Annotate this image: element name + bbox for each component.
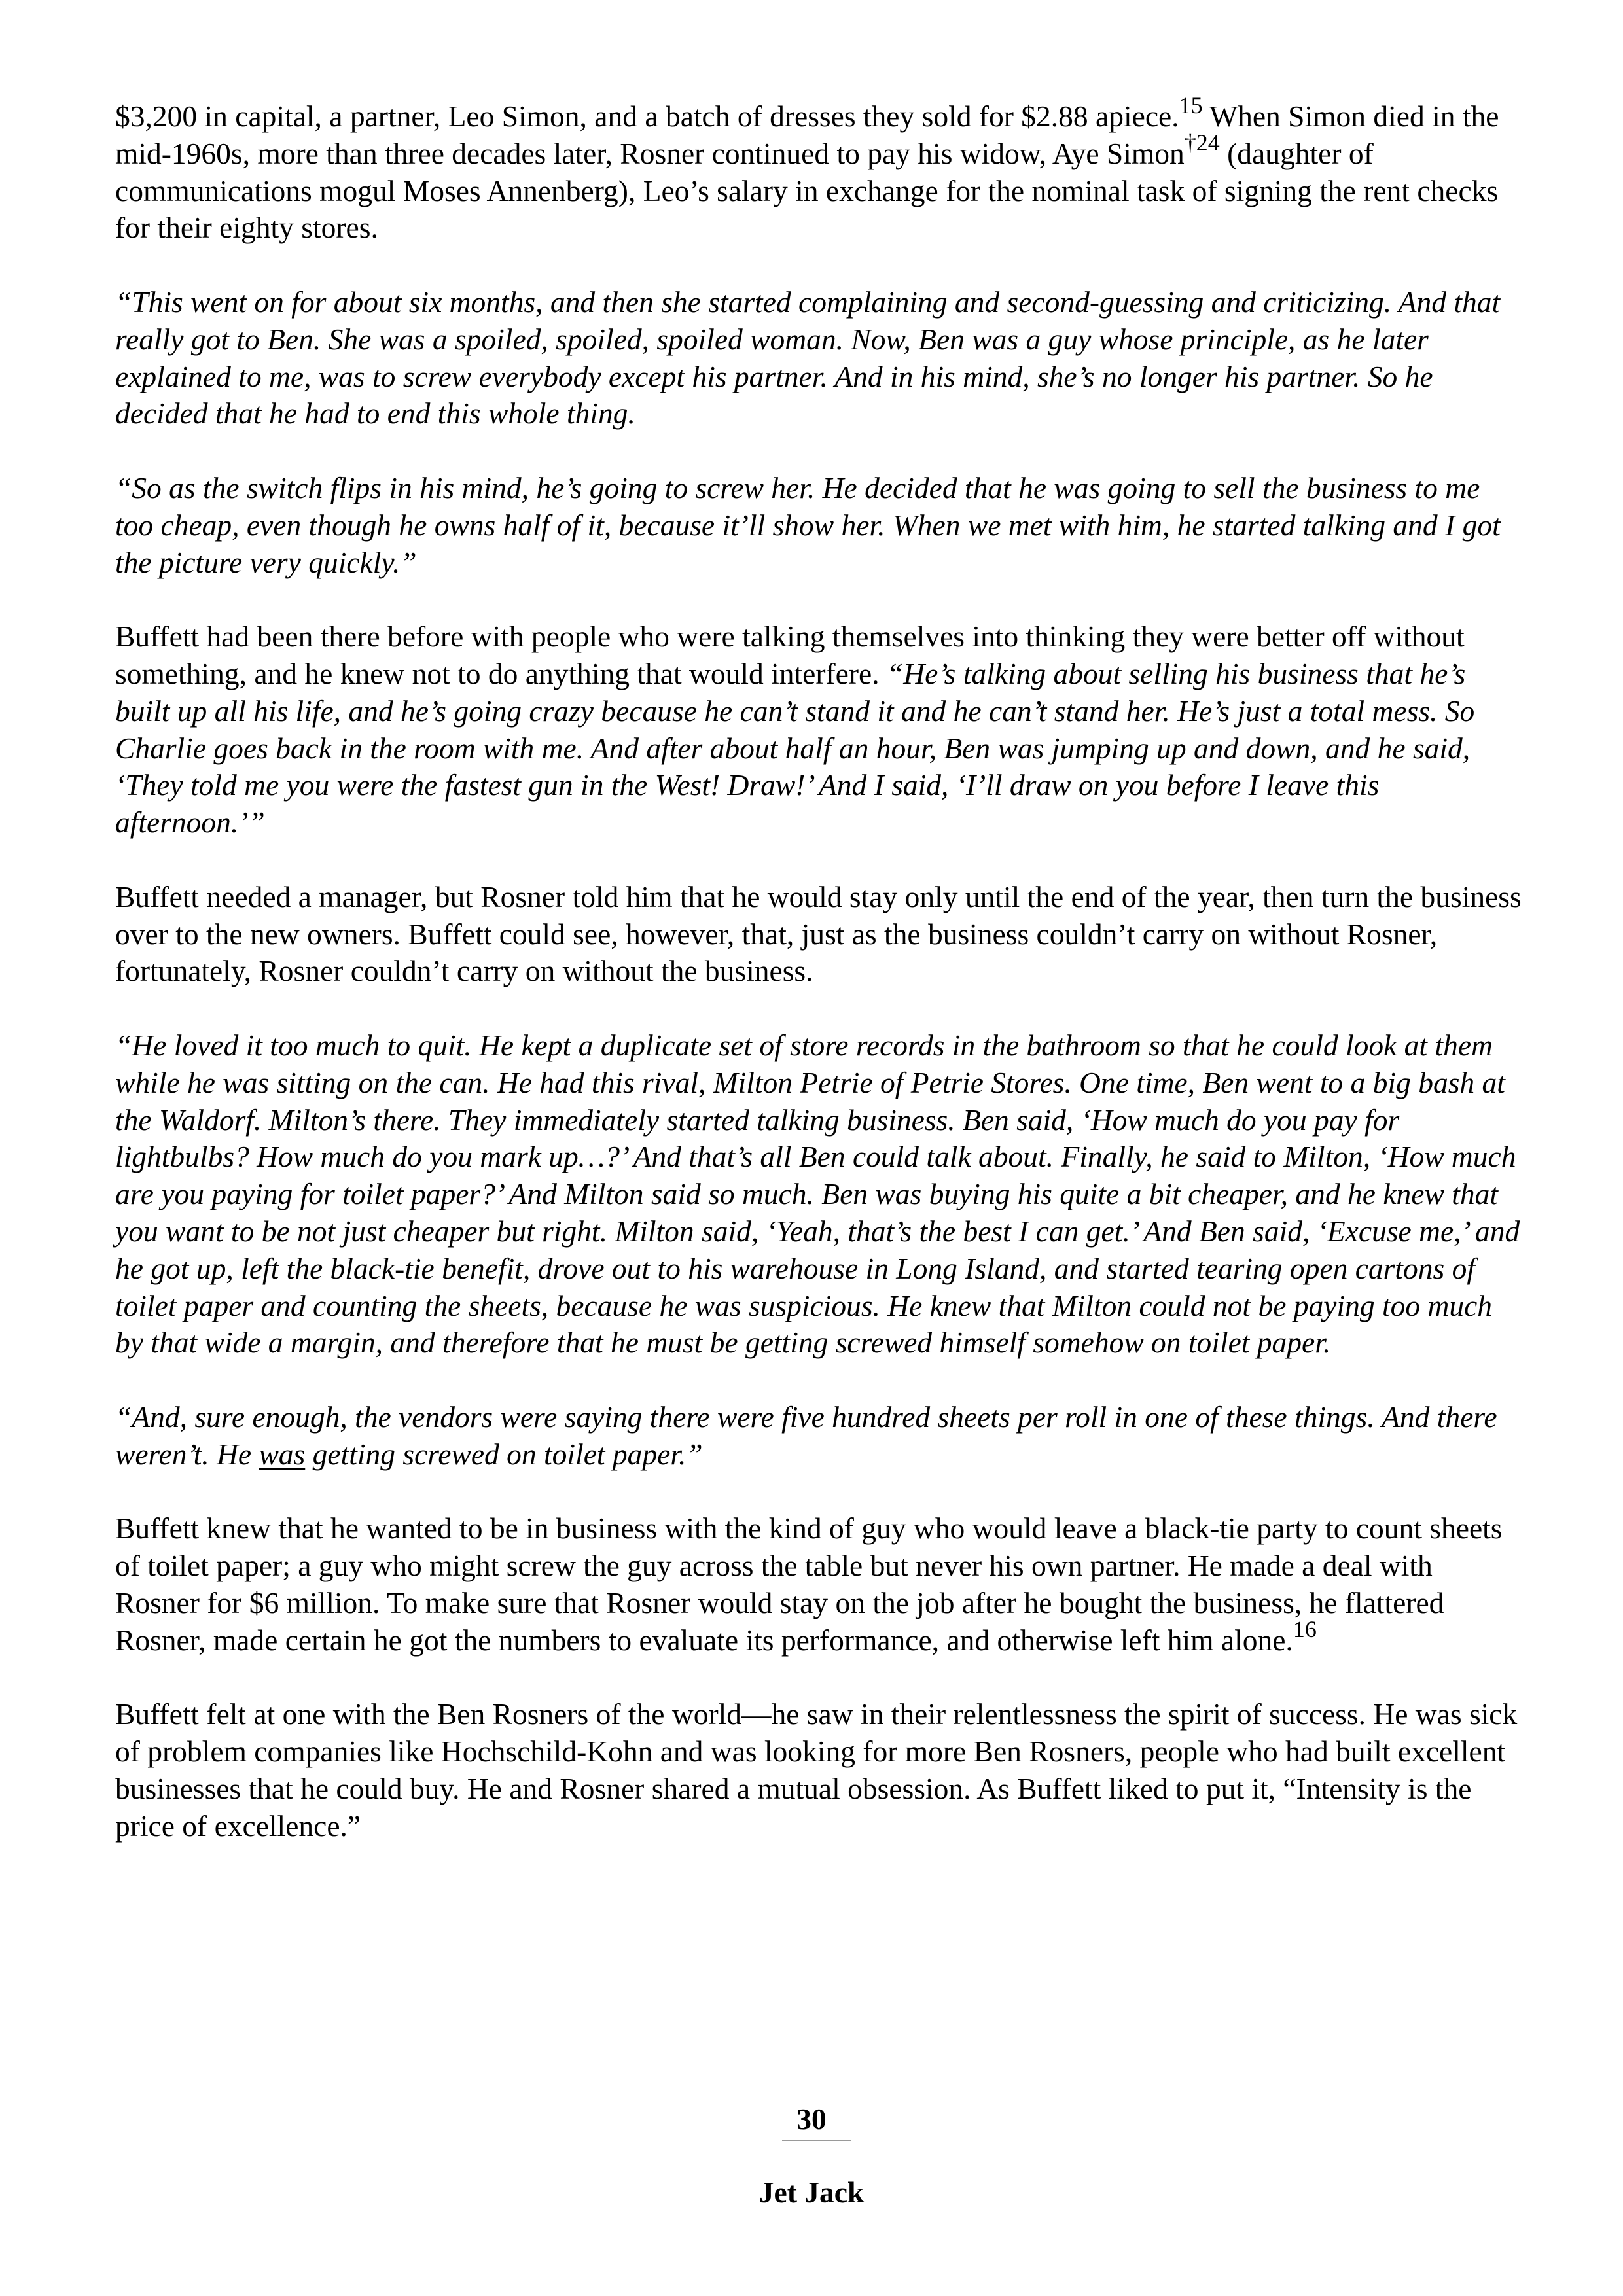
paragraph-3-quote: “So as the switch flips in his mind, he’s going to screw her. He decided that he was going to sell the business to me too cheap, even though he owns half of it, because it’ll show her. When we met with him, he started talking and I got the picture very quickly.”	[115, 470, 1501, 579]
footer-name: Jet Jack	[758, 2176, 865, 2209]
paragraph-7-text-c: getting screwed on toilet paper.”	[305, 1437, 703, 1471]
document-body	[115, 92, 1522, 1882]
paragraph-1-text-b: When Simon died in the mid-1960s, more than three decades later, Rosner continued to pay his widow, Aye Simon	[115, 99, 1499, 170]
page-number-rule	[782, 2140, 851, 2141]
paragraph-7-quote	[115, 1399, 1522, 1474]
paragraph-5: Buffett needed a manager, but Rosner told him that he would stay only until the end of the year, then turn the business over to the new owners. Buffett could see, however, that, just as the business couldn’t carry on without Rosner, fortunately, Rosner couldn’t carry on without the business.	[115, 879, 1522, 988]
paragraph-7-text-a: “And, sure enough, the vendors were saying there were five hundred sheets per roll in one of these things. And there weren’t. He	[115, 1400, 1497, 1471]
paragraph-8	[115, 1510, 1522, 1659]
footnote-ref-16[interactable]: 16	[1293, 1616, 1317, 1642]
footnote-ref-24[interactable]: †24	[1184, 130, 1220, 156]
underlined-emphasis: was	[259, 1437, 306, 1471]
paragraph-6-quote: “He loved it too much to quit. He kept a duplicate set of store records in the bathroom so that he could look at them while he was sitting on the can. He had this rival, Milton Petrie of Petrie Stores. One time, Ben went to a big bash at the Waldorf. Milton’s there. They immediately started talking business. Ben said, ‘How much do you pay for lightbulbs? How much do you mark up…?’ And that’s all Ben could talk about. Finally, he said to Milton, ‘How much are you paying for toilet paper?’ And Milton said so much. Ben was buying his quite a bit cheaper, and he knew that you want to be not just cheaper but right. Milton said, ‘Yeah, that’s the best I can get.’ And Ben said, ‘Excuse me,’ and he got up, left the black-tie benefit, drove out to his warehouse in Long Island, and started tearing open cartons of toilet paper and counting the sheets, because he was suspicious. He knew that Milton could not be paying too much by that wide a margin, and therefore that he must be getting screwed himself somehow on toilet paper.	[115, 1028, 1520, 1360]
paragraph-2-quote: “This went on for about six months, and then she started complaining and second-guessing and criticizing. And that really got to Ben. She was a spoiled, spoiled, spoiled woman. Now, Ben was a guy whose principle, as he later explained to me, was to screw everybody except his partner. And in his mind, she’s no longer his partner. So he decided that he had to end this whole thing.	[115, 285, 1501, 431]
footnote-ref-15[interactable]: 15	[1179, 92, 1203, 119]
paragraph-1-text-c: (daughter of communications mogul Moses Annenberg), Leo’s salary in exchange for the nominal task of signing the rent checks for their eighty stores.	[115, 136, 1499, 245]
paragraph-1-text-a: $3,200 in capital, a partner, Leo Simon, and a batch of dresses they sold for $2.88 apiece.	[115, 99, 1179, 133]
paragraph-4-text: Buffett had been there before with people who were talking themselves into thinking they were better off without something, and he knew not to do anything that would interfere.	[115, 620, 1465, 690]
paragraph-4	[115, 618, 1522, 841]
paragraph-8-text: Buffett knew that he wanted to be in business with the kind of guy who would leave a black-tie party to count sheets of toilet paper; a guy who might screw the guy across the table but never his own partner. He made a deal with Rosner for $6 million. To make sure that Rosner would stay on the job after he bought the business, he flattered Rosner, made certain he got the numbers to evaluate its performance, and otherwise left him alone.	[115, 1511, 1503, 1657]
page-number: 30	[796, 2102, 827, 2136]
paragraph-4-quote: “He’s talking about selling his business that he’s built up all his life, and he’s going crazy because he can’t stand it and he can’t stand her. He’s just a total mess. So Charlie goes back in the room with me. And after about half an hour, Ben was jumping up and down, and he said, ‘They told me you were the fastest gun in the West! Draw!’ And I said, ‘I’ll draw on you before I leave this afternoon.’”	[115, 656, 1475, 839]
paragraph-9: Buffett felt at one with the Ben Rosners of the world—he saw in their relentlessness the spirit of success. He was sick of problem companies like Hochschild-Kohn and was looking for more Ben Rosners, people who had built excellent businesses that he could buy. He and Rosner shared a mutual obsession. As Buffett liked to put it, “Intensity is the price of excellence.”	[115, 1697, 1518, 1843]
paragraph-1	[115, 92, 1522, 247]
